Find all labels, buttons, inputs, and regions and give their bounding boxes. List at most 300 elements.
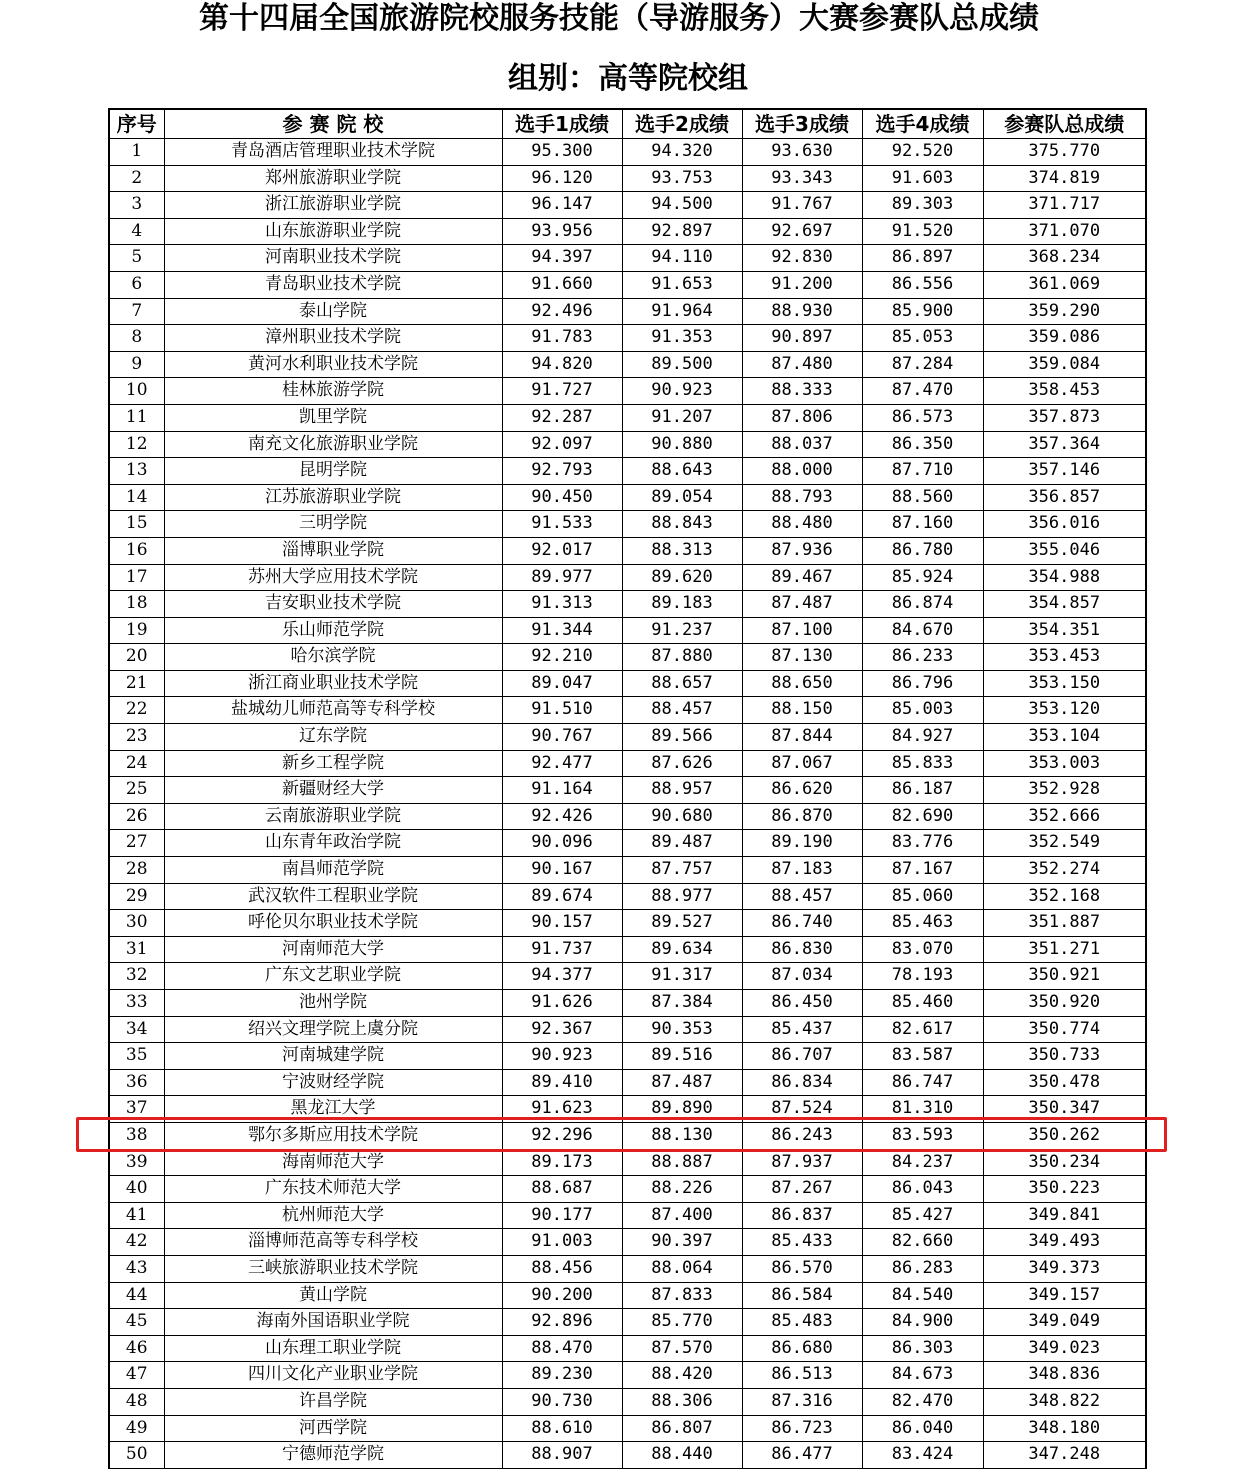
results-table — [108, 108, 1147, 1469]
header-player2-score: 选手2成绩 — [622, 109, 742, 139]
cell-player4-score: 85.053 — [862, 325, 983, 352]
table-row — [109, 325, 1146, 352]
cell-player1-score: 96.147 — [502, 192, 622, 219]
cell-player1-score: 92.287 — [502, 404, 622, 431]
cell-player4-score: 82.660 — [862, 1229, 983, 1256]
cell-player2-score: 91.237 — [622, 617, 742, 644]
cell-player4-score: 84.673 — [862, 1362, 983, 1389]
cell-team-total: 349.157 — [983, 1282, 1146, 1309]
cell-school: 山东青年政治学院 — [164, 830, 502, 857]
cell-rank: 2 — [109, 165, 164, 192]
cell-player4-score: 86.303 — [862, 1335, 983, 1362]
cell-player2-score: 94.110 — [622, 245, 742, 272]
cell-player3-score: 87.480 — [742, 351, 862, 378]
cell-school: 杭州师范大学 — [164, 1202, 502, 1229]
cell-rank: 50 — [109, 1442, 164, 1469]
cell-player3-score: 88.793 — [742, 484, 862, 511]
table-row — [109, 192, 1146, 219]
cell-rank: 23 — [109, 724, 164, 751]
cell-player3-score: 87.844 — [742, 724, 862, 751]
cell-player4-score: 83.587 — [862, 1043, 983, 1070]
cell-player4-score: 82.617 — [862, 1016, 983, 1043]
cell-school: 浙江商业职业技术学院 — [164, 670, 502, 697]
cell-player4-score: 81.310 — [862, 1096, 983, 1123]
cell-rank: 7 — [109, 298, 164, 325]
header-player4-score: 选手4成绩 — [862, 109, 983, 139]
cell-school: 黄山学院 — [164, 1282, 502, 1309]
cell-player3-score: 87.067 — [742, 750, 862, 777]
cell-player1-score: 88.687 — [502, 1176, 622, 1203]
cell-player1-score: 90.923 — [502, 1043, 622, 1070]
cell-player3-score: 85.433 — [742, 1229, 862, 1256]
cell-player3-score: 86.837 — [742, 1202, 862, 1229]
cell-player2-score: 90.680 — [622, 803, 742, 830]
cell-rank: 44 — [109, 1282, 164, 1309]
cell-school: 四川文化产业职业学院 — [164, 1362, 502, 1389]
cell-player3-score: 92.697 — [742, 218, 862, 245]
cell-player1-score: 93.956 — [502, 218, 622, 245]
table-row — [109, 165, 1146, 192]
cell-rank: 12 — [109, 431, 164, 458]
cell-player2-score: 88.420 — [622, 1362, 742, 1389]
cell-player4-score: 85.003 — [862, 697, 983, 724]
cell-team-total: 375.770 — [983, 139, 1146, 166]
cell-team-total: 354.857 — [983, 591, 1146, 618]
cell-player2-score: 89.890 — [622, 1096, 742, 1123]
cell-school: 淄博职业学院 — [164, 537, 502, 564]
cell-player2-score: 88.313 — [622, 537, 742, 564]
cell-player3-score: 90.897 — [742, 325, 862, 352]
cell-team-total: 349.023 — [983, 1335, 1146, 1362]
cell-player4-score: 86.283 — [862, 1255, 983, 1282]
table-row — [109, 1229, 1146, 1256]
cell-school: 淄博师范高等专科学校 — [164, 1229, 502, 1256]
table-row — [109, 1122, 1146, 1149]
table-row — [109, 1149, 1146, 1176]
table-row — [109, 1202, 1146, 1229]
cell-player1-score: 90.450 — [502, 484, 622, 511]
cell-rank: 28 — [109, 857, 164, 884]
cell-player2-score: 87.833 — [622, 1282, 742, 1309]
header-row — [109, 109, 1146, 139]
cell-player4-score: 85.060 — [862, 883, 983, 910]
cell-player1-score: 90.730 — [502, 1388, 622, 1415]
cell-player1-score: 92.097 — [502, 431, 622, 458]
cell-school: 凯里学院 — [164, 404, 502, 431]
cell-player2-score: 88.887 — [622, 1149, 742, 1176]
cell-player3-score: 88.480 — [742, 511, 862, 538]
cell-player2-score: 88.657 — [622, 670, 742, 697]
cell-rank: 11 — [109, 404, 164, 431]
cell-player1-score: 91.660 — [502, 271, 622, 298]
cell-school: 呼伦贝尔职业技术学院 — [164, 910, 502, 937]
cell-team-total: 353.453 — [983, 644, 1146, 671]
cell-player4-score: 87.167 — [862, 857, 983, 884]
cell-player1-score: 92.426 — [502, 803, 622, 830]
cell-player3-score: 87.806 — [742, 404, 862, 431]
cell-player2-score: 89.500 — [622, 351, 742, 378]
cell-team-total: 352.549 — [983, 830, 1146, 857]
cell-rank: 26 — [109, 803, 164, 830]
cell-player1-score: 94.820 — [502, 351, 622, 378]
cell-rank: 24 — [109, 750, 164, 777]
cell-player1-score: 91.623 — [502, 1096, 622, 1123]
cell-player4-score: 83.593 — [862, 1122, 983, 1149]
cell-player4-score: 86.747 — [862, 1069, 983, 1096]
cell-team-total: 357.364 — [983, 431, 1146, 458]
table-row — [109, 857, 1146, 884]
cell-player3-score: 86.584 — [742, 1282, 862, 1309]
table-row — [109, 298, 1146, 325]
cell-school: 山东旅游职业学院 — [164, 218, 502, 245]
cell-player1-score: 90.096 — [502, 830, 622, 857]
cell-player3-score: 89.190 — [742, 830, 862, 857]
cell-player2-score: 85.770 — [622, 1309, 742, 1336]
cell-school: 南昌师范学院 — [164, 857, 502, 884]
cell-player1-score: 88.610 — [502, 1415, 622, 1442]
cell-player4-score: 84.900 — [862, 1309, 983, 1336]
cell-rank: 40 — [109, 1176, 164, 1203]
cell-rank: 17 — [109, 564, 164, 591]
cell-team-total: 350.733 — [983, 1043, 1146, 1070]
cell-team-total: 352.168 — [983, 883, 1146, 910]
cell-player4-score: 85.460 — [862, 990, 983, 1017]
cell-team-total: 371.070 — [983, 218, 1146, 245]
cell-team-total: 353.104 — [983, 724, 1146, 751]
table-row — [109, 1176, 1146, 1203]
cell-rank: 42 — [109, 1229, 164, 1256]
cell-player2-score: 91.964 — [622, 298, 742, 325]
table-row — [109, 537, 1146, 564]
cell-player1-score: 88.907 — [502, 1442, 622, 1469]
table-row — [109, 1096, 1146, 1123]
cell-team-total: 350.774 — [983, 1016, 1146, 1043]
cell-player1-score: 90.177 — [502, 1202, 622, 1229]
cell-player4-score: 83.070 — [862, 936, 983, 963]
cell-rank: 19 — [109, 617, 164, 644]
table-row — [109, 697, 1146, 724]
cell-school: 盐城幼儿师范高等专科学校 — [164, 697, 502, 724]
cell-rank: 10 — [109, 378, 164, 405]
cell-player1-score: 91.344 — [502, 617, 622, 644]
cell-player3-score: 86.870 — [742, 803, 862, 830]
cell-school: 许昌学院 — [164, 1388, 502, 1415]
cell-player2-score: 89.634 — [622, 936, 742, 963]
cell-player2-score: 88.130 — [622, 1122, 742, 1149]
cell-player2-score: 88.226 — [622, 1176, 742, 1203]
cell-player3-score: 86.450 — [742, 990, 862, 1017]
cell-school: 广东文艺职业学院 — [164, 963, 502, 990]
cell-player4-score: 86.573 — [862, 404, 983, 431]
cell-player2-score: 88.957 — [622, 777, 742, 804]
cell-player4-score: 86.187 — [862, 777, 983, 804]
cell-school: 新乡工程学院 — [164, 750, 502, 777]
cell-player1-score: 94.397 — [502, 245, 622, 272]
cell-player2-score: 94.500 — [622, 192, 742, 219]
cell-player3-score: 93.343 — [742, 165, 862, 192]
cell-player3-score: 85.437 — [742, 1016, 862, 1043]
cell-rank: 27 — [109, 830, 164, 857]
table-row — [109, 936, 1146, 963]
cell-player3-score: 87.100 — [742, 617, 862, 644]
cell-rank: 37 — [109, 1096, 164, 1123]
cell-team-total: 352.274 — [983, 857, 1146, 884]
cell-school: 云南旅游职业学院 — [164, 803, 502, 830]
cell-player1-score: 91.727 — [502, 378, 622, 405]
table-row — [109, 351, 1146, 378]
cell-player1-score: 90.767 — [502, 724, 622, 751]
cell-rank: 36 — [109, 1069, 164, 1096]
cell-player4-score: 87.710 — [862, 458, 983, 485]
table-row — [109, 458, 1146, 485]
cell-player1-score: 90.157 — [502, 910, 622, 937]
cell-player1-score: 88.456 — [502, 1255, 622, 1282]
cell-player2-score: 87.487 — [622, 1069, 742, 1096]
cell-rank: 45 — [109, 1309, 164, 1336]
cell-rank: 46 — [109, 1335, 164, 1362]
cell-player4-score: 86.780 — [862, 537, 983, 564]
cell-rank: 22 — [109, 697, 164, 724]
cell-player3-score: 87.267 — [742, 1176, 862, 1203]
cell-player1-score: 90.200 — [502, 1282, 622, 1309]
table-row — [109, 378, 1146, 405]
cell-player1-score: 91.626 — [502, 990, 622, 1017]
cell-player2-score: 89.527 — [622, 910, 742, 937]
cell-player2-score: 91.353 — [622, 325, 742, 352]
cell-team-total: 356.857 — [983, 484, 1146, 511]
cell-rank: 5 — [109, 245, 164, 272]
cell-team-total: 374.819 — [983, 165, 1146, 192]
cell-player4-score: 86.556 — [862, 271, 983, 298]
cell-player2-score: 87.400 — [622, 1202, 742, 1229]
cell-team-total: 354.988 — [983, 564, 1146, 591]
cell-school: 浙江旅游职业学院 — [164, 192, 502, 219]
cell-player3-score: 87.936 — [742, 537, 862, 564]
table-row — [109, 431, 1146, 458]
cell-team-total: 353.120 — [983, 697, 1146, 724]
cell-player1-score: 95.300 — [502, 139, 622, 166]
cell-player3-score: 87.524 — [742, 1096, 862, 1123]
cell-player3-score: 87.183 — [742, 857, 862, 884]
cell-player2-score: 89.516 — [622, 1043, 742, 1070]
cell-player3-score: 86.707 — [742, 1043, 862, 1070]
cell-player3-score: 88.930 — [742, 298, 862, 325]
table-row — [109, 139, 1146, 166]
cell-team-total: 353.150 — [983, 670, 1146, 697]
cell-player2-score: 91.317 — [622, 963, 742, 990]
cell-player2-score: 88.457 — [622, 697, 742, 724]
group-subtitle: 组别：高等院校组 — [508, 61, 748, 96]
table-row — [109, 803, 1146, 830]
cell-player1-score: 92.367 — [502, 1016, 622, 1043]
cell-rank: 31 — [109, 936, 164, 963]
cell-school: 宁波财经学院 — [164, 1069, 502, 1096]
cell-player3-score: 91.767 — [742, 192, 862, 219]
cell-player4-score: 84.927 — [862, 724, 983, 751]
cell-player2-score: 87.570 — [622, 1335, 742, 1362]
cell-player2-score: 87.880 — [622, 644, 742, 671]
cell-player2-score: 87.757 — [622, 857, 742, 884]
cell-rank: 34 — [109, 1016, 164, 1043]
cell-rank: 49 — [109, 1415, 164, 1442]
cell-team-total: 350.223 — [983, 1176, 1146, 1203]
cell-player1-score: 92.793 — [502, 458, 622, 485]
cell-team-total: 351.271 — [983, 936, 1146, 963]
table-row — [109, 644, 1146, 671]
cell-player1-score: 92.496 — [502, 298, 622, 325]
table-row — [109, 1442, 1146, 1469]
cell-player4-score: 86.796 — [862, 670, 983, 697]
cell-player4-score: 91.603 — [862, 165, 983, 192]
cell-player3-score: 86.513 — [742, 1362, 862, 1389]
cell-rank: 29 — [109, 883, 164, 910]
cell-player3-score: 86.620 — [742, 777, 862, 804]
cell-rank: 18 — [109, 591, 164, 618]
table-row — [109, 564, 1146, 591]
cell-player4-score: 85.900 — [862, 298, 983, 325]
cell-player4-score: 85.463 — [862, 910, 983, 937]
cell-school: 江苏旅游职业学院 — [164, 484, 502, 511]
cell-school: 青岛酒店管理职业技术学院 — [164, 139, 502, 166]
cell-team-total: 351.887 — [983, 910, 1146, 937]
cell-player1-score: 92.296 — [502, 1122, 622, 1149]
cell-player1-score: 92.477 — [502, 750, 622, 777]
cell-player4-score: 82.470 — [862, 1388, 983, 1415]
cell-player3-score: 86.723 — [742, 1415, 862, 1442]
cell-school: 乐山师范学院 — [164, 617, 502, 644]
cell-school: 郑州旅游职业学院 — [164, 165, 502, 192]
table-row — [109, 1282, 1146, 1309]
cell-player4-score: 88.560 — [862, 484, 983, 511]
cell-player4-score: 84.670 — [862, 617, 983, 644]
cell-rank: 41 — [109, 1202, 164, 1229]
cell-player2-score: 90.397 — [622, 1229, 742, 1256]
cell-player1-score: 96.120 — [502, 165, 622, 192]
cell-player3-score: 85.483 — [742, 1309, 862, 1336]
cell-team-total: 353.003 — [983, 750, 1146, 777]
cell-player1-score: 91.164 — [502, 777, 622, 804]
cell-rank: 33 — [109, 990, 164, 1017]
cell-rank: 25 — [109, 777, 164, 804]
cell-player3-score: 86.740 — [742, 910, 862, 937]
cell-school: 河南师范大学 — [164, 936, 502, 963]
table-row — [109, 910, 1146, 937]
cell-school: 新疆财经大学 — [164, 777, 502, 804]
table-row — [109, 724, 1146, 751]
cell-player3-score: 86.834 — [742, 1069, 862, 1096]
cell-player3-score: 88.457 — [742, 883, 862, 910]
table-row — [109, 218, 1146, 245]
cell-player4-score: 92.520 — [862, 139, 983, 166]
cell-rank: 1 — [109, 139, 164, 166]
cell-player2-score: 86.807 — [622, 1415, 742, 1442]
cell-player4-score: 84.540 — [862, 1282, 983, 1309]
cell-team-total: 368.234 — [983, 245, 1146, 272]
table-row — [109, 1069, 1146, 1096]
header-rank: 序号 — [109, 109, 164, 139]
cell-team-total: 352.928 — [983, 777, 1146, 804]
cell-school: 黄河水利职业技术学院 — [164, 351, 502, 378]
cell-player4-score: 86.043 — [862, 1176, 983, 1203]
cell-player3-score: 87.130 — [742, 644, 862, 671]
cell-player1-score: 92.017 — [502, 537, 622, 564]
cell-player1-score: 89.047 — [502, 670, 622, 697]
cell-team-total: 350.478 — [983, 1069, 1146, 1096]
cell-player3-score: 88.150 — [742, 697, 862, 724]
table-row — [109, 1016, 1146, 1043]
table-row — [109, 777, 1146, 804]
cell-player4-score: 91.520 — [862, 218, 983, 245]
cell-team-total: 355.046 — [983, 537, 1146, 564]
cell-school: 海南外国语职业学院 — [164, 1309, 502, 1336]
cell-player1-score: 88.470 — [502, 1335, 622, 1362]
cell-rank: 30 — [109, 910, 164, 937]
table-row — [109, 990, 1146, 1017]
cell-player2-score: 89.054 — [622, 484, 742, 511]
cell-player1-score: 91.313 — [502, 591, 622, 618]
cell-team-total: 350.921 — [983, 963, 1146, 990]
cell-rank: 48 — [109, 1388, 164, 1415]
table-row — [109, 1388, 1146, 1415]
cell-team-total: 359.084 — [983, 351, 1146, 378]
cell-team-total: 348.180 — [983, 1415, 1146, 1442]
cell-team-total: 350.234 — [983, 1149, 1146, 1176]
cell-team-total: 361.069 — [983, 271, 1146, 298]
cell-school: 黑龙江大学 — [164, 1096, 502, 1123]
cell-school: 池州学院 — [164, 990, 502, 1017]
cell-player4-score: 89.303 — [862, 192, 983, 219]
cell-player1-score: 91.003 — [502, 1229, 622, 1256]
cell-player3-score: 88.000 — [742, 458, 862, 485]
cell-player1-score: 91.783 — [502, 325, 622, 352]
cell-player3-score: 87.034 — [742, 963, 862, 990]
cell-player4-score: 85.427 — [862, 1202, 983, 1229]
cell-player4-score: 78.193 — [862, 963, 983, 990]
table-row — [109, 404, 1146, 431]
cell-team-total: 349.841 — [983, 1202, 1146, 1229]
cell-player1-score: 94.377 — [502, 963, 622, 990]
cell-team-total: 348.822 — [983, 1388, 1146, 1415]
cell-school: 宁德师范学院 — [164, 1442, 502, 1469]
cell-player3-score: 93.630 — [742, 139, 862, 166]
cell-player2-score: 88.843 — [622, 511, 742, 538]
cell-school: 河南职业技术学院 — [164, 245, 502, 272]
cell-player2-score: 89.183 — [622, 591, 742, 618]
cell-team-total: 349.493 — [983, 1229, 1146, 1256]
cell-rank: 4 — [109, 218, 164, 245]
cell-player2-score: 91.653 — [622, 271, 742, 298]
cell-player3-score: 92.830 — [742, 245, 862, 272]
cell-player4-score: 83.424 — [862, 1442, 983, 1469]
cell-player1-score: 89.173 — [502, 1149, 622, 1176]
header-player1-score: 选手1成绩 — [502, 109, 622, 139]
cell-rank: 16 — [109, 537, 164, 564]
cell-player3-score: 86.477 — [742, 1442, 862, 1469]
cell-team-total: 348.836 — [983, 1362, 1146, 1389]
cell-school: 吉安职业技术学院 — [164, 591, 502, 618]
cell-player1-score: 89.410 — [502, 1069, 622, 1096]
cell-school: 武汉软件工程职业学院 — [164, 883, 502, 910]
cell-player3-score: 87.316 — [742, 1388, 862, 1415]
table-row — [109, 883, 1146, 910]
cell-player3-score: 89.467 — [742, 564, 862, 591]
cell-team-total: 352.666 — [983, 803, 1146, 830]
table-row — [109, 670, 1146, 697]
cell-school: 昆明学院 — [164, 458, 502, 485]
cell-player2-score: 90.880 — [622, 431, 742, 458]
cell-player4-score: 82.690 — [862, 803, 983, 830]
cell-player3-score: 91.200 — [742, 271, 862, 298]
